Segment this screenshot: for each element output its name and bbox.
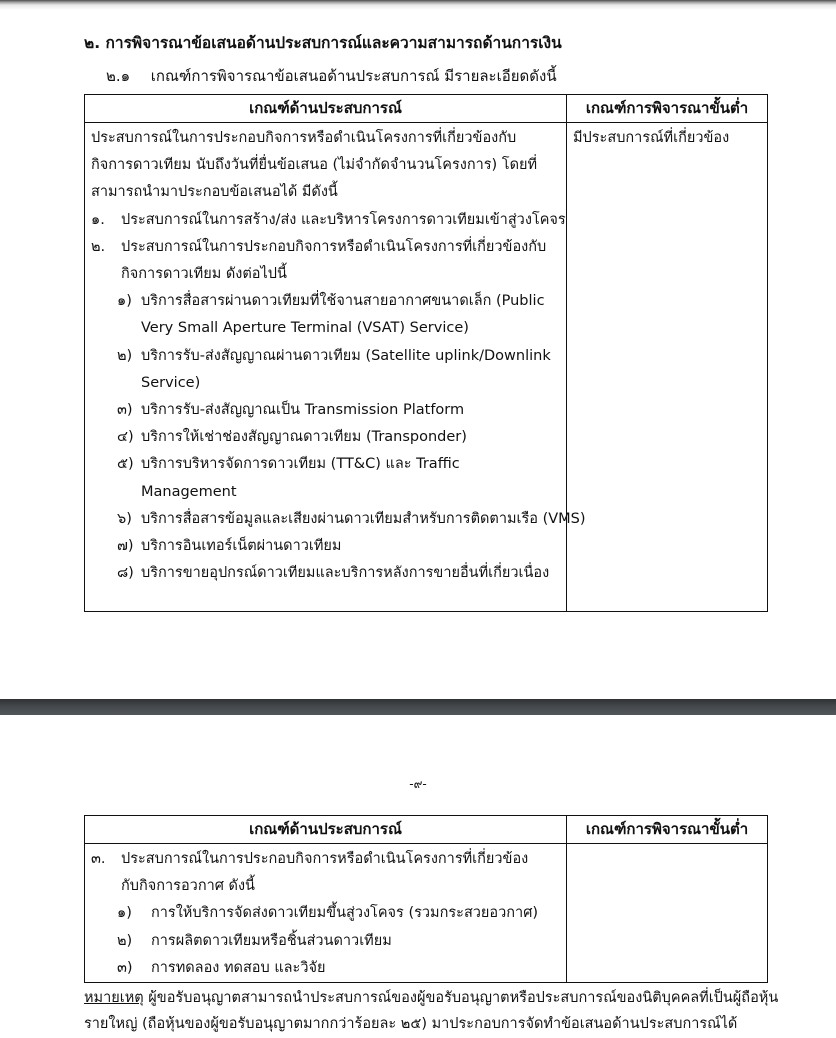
subsection-heading xyxy=(106,64,557,88)
intro-line: ประสบการณ์ในการประกอบกิจการหรือดำเนินโครงการที่เกี่ยวข้องกับ xyxy=(91,130,517,146)
footnote-text: รายใหญ่ (ถือหุ้นของผู้ขอรับอนุญาตมากกว่าร้อยละ ๒๕) มาประกอบการจัดทำข้อเสนอด้านประสบการณ์ได้ xyxy=(84,1016,738,1032)
criteria-subitem: ๘) บริการขายอุปกรณ์ดาวเทียมและบริการหลังการขายอื่นที่เกี่ยวเนื่อง xyxy=(117,565,550,582)
experience-criteria-table xyxy=(84,94,768,612)
viewer-top-shadow xyxy=(0,0,836,10)
experience-criteria-cell xyxy=(85,123,586,612)
criteria-subitem: ๓) การทดลอง ทดสอบ และวิจัย xyxy=(117,959,326,976)
minimum-criteria-cell xyxy=(567,123,768,612)
criteria-subitem: ๖) บริการสื่อสารข้อมูลและเสียงผ่านดาวเทียมสำหรับการติดตามเรือ (VMS) xyxy=(117,510,586,527)
intro-line: กิจการดาวเทียม นับถึงวันที่ยื่นข้อเสนอ (ไม่จำกัดจำนวนโครงการ) โดยที่ xyxy=(91,157,538,174)
criteria-item-continuation: กับกิจการอวกาศ ดังนี้ xyxy=(121,878,255,895)
criteria-item: ๒. ประสบการณ์ในการประกอบกิจการหรือดำเนินโครงการที่เกี่ยวข้องกับ xyxy=(91,238,547,255)
subsection-text: เกณฑ์การพิจารณาข้อเสนอด้านประสบการณ์ มีรายละเอียดดังนี้ xyxy=(150,67,557,85)
criteria-item-continuation: กิจการดาวเทียม ดังต่อไปนี้ xyxy=(121,266,287,283)
header-experience-criteria: เกณฑ์ด้านประสบการณ์ xyxy=(85,95,567,123)
minimum-criteria-text: มีประสบการณ์ที่เกี่ยวข้อง xyxy=(573,130,730,146)
criteria-subitem: ๑) การให้บริการจัดส่งดาวเทียมขึ้นสู่วงโคจร (รวมกระสวยอวกาศ) xyxy=(117,905,539,922)
header-minimum-criteria: เกณฑ์การพิจารณาขั้นต่ำ xyxy=(567,816,768,844)
criteria-item: ๓. ประสบการณ์ในการประกอบกิจการหรือดำเนินโครงการที่เกี่ยวข้อง xyxy=(91,851,529,867)
page-number: -๙- xyxy=(409,777,427,791)
footnote-label: หมายเหตุ xyxy=(84,990,144,1006)
footnote xyxy=(84,985,784,1037)
minimum-criteria-cell xyxy=(567,844,768,983)
criteria-subitem-continuation: Very Small Aperture Terminal (VSAT) Service) xyxy=(141,320,469,337)
subsection-number: ๒.๑ xyxy=(106,67,131,85)
experience-criteria-table-continued xyxy=(84,815,768,983)
intro-line: สามารถนำมาประกอบข้อเสนอได้ มีดังนี้ xyxy=(91,184,338,201)
criteria-subitem: ๓) บริการรับ-ส่งสัญญาณเป็น Transmission Platform xyxy=(117,402,465,419)
criteria-subitem-continuation: Service) xyxy=(141,374,201,391)
criteria-subitem: ๗) บริการอินเทอร์เน็ตผ่านดาวเทียม xyxy=(117,538,342,555)
criteria-subitem: ๔) บริการให้เช่าช่องสัญญาณดาวเทียม (Transponder) xyxy=(117,429,467,446)
criteria-item: ๑. ประสบการณ์ในการสร้าง/ส่ง และบริหารโครงการดาวเทียมเข้าสู่วงโคจร xyxy=(91,211,566,228)
header-minimum-criteria: เกณฑ์การพิจารณาขั้นต่ำ xyxy=(567,95,768,123)
criteria-subitem-continuation: Management xyxy=(141,483,237,500)
footnote-text: ผู้ขอรับอนุญาตสามารถนำประสบการณ์ของผู้ขอรับอนุญาตหรือประสบการณ์ของนิติบุคคลที่เป็นผู้ถือหุ้น xyxy=(143,990,779,1006)
criteria-subitem: ๑) บริการสื่อสารผ่านดาวเทียมที่ใช้จานสายอากาศขนาดเล็ก (Public xyxy=(117,293,545,310)
header-experience-criteria: เกณฑ์ด้านประสบการณ์ xyxy=(85,816,567,844)
criteria-subitem: ๒) การผลิตดาวเทียมหรือชิ้นส่วนดาวเทียม xyxy=(117,932,392,949)
page-separator xyxy=(0,699,836,715)
experience-criteria-cell xyxy=(85,844,567,983)
criteria-subitem: ๕) บริการบริหารจัดการดาวเทียม (TT&C) และ Traffic xyxy=(117,456,460,473)
criteria-subitem: ๒) บริการรับ-ส่งสัญญาณผ่านดาวเทียม (Satellite uplink/Downlink xyxy=(117,347,551,364)
section-heading: ๒. การพิจารณาข้อเสนอด้านประสบการณ์และความสามารถด้านการเงิน xyxy=(84,34,562,52)
